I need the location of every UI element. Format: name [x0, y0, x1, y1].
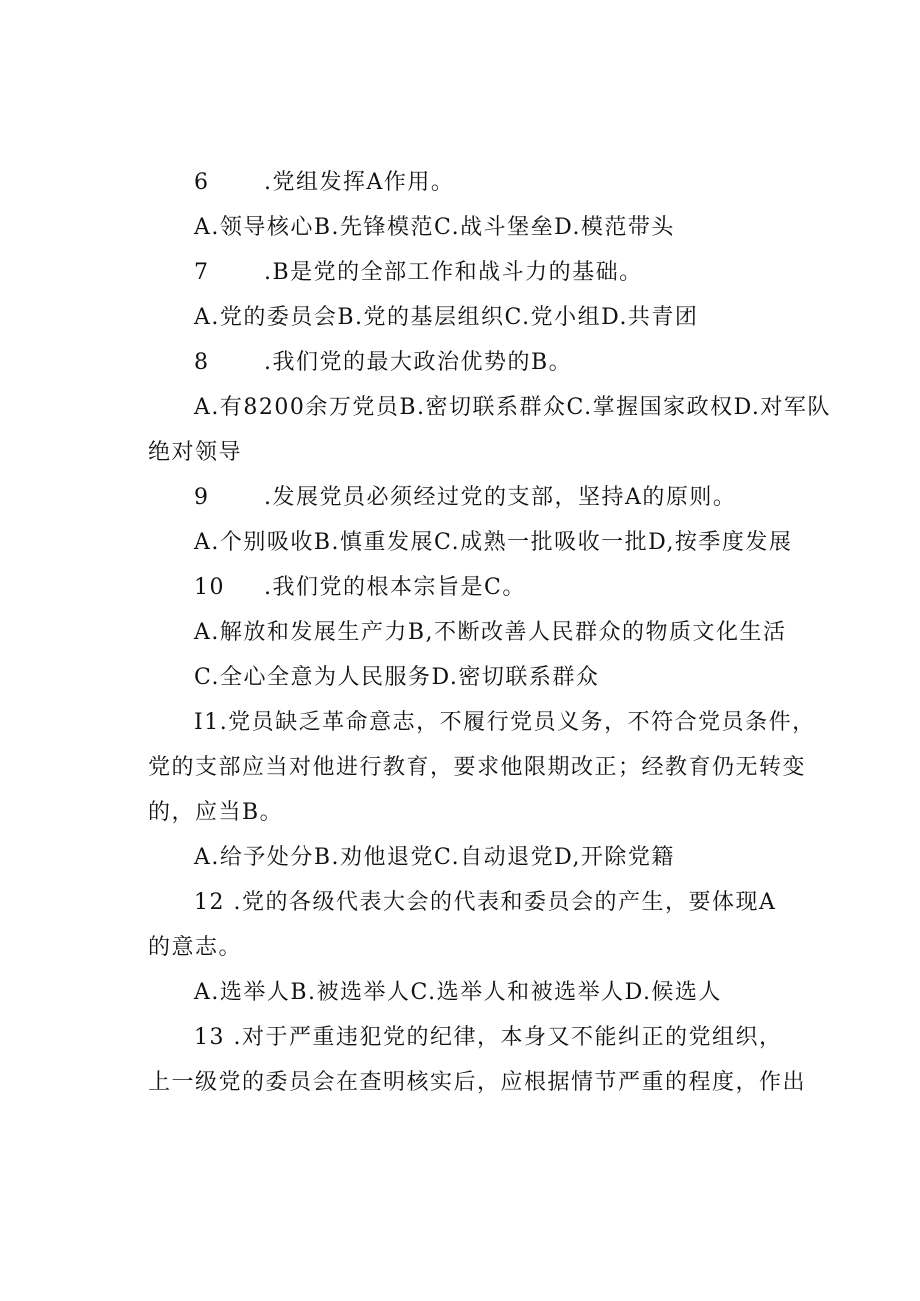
question-number: 10: [194, 575, 225, 600]
question-12-options: A.选举人B.被选举人C.选举人和被选举人D.候选人: [194, 980, 722, 1005]
question-12-line2: 的意志。: [148, 935, 243, 960]
question-text: .B是党的全部工作和战斗力的基础。: [264, 260, 643, 285]
question-8: [194, 348, 572, 378]
question-12-line1: 12 .党的各级代表大会的代表和委员会的产生，要体现A: [194, 890, 777, 915]
question-number: 6: [194, 170, 210, 195]
question-9: [194, 483, 736, 513]
question-6-options: A.领导核心B.先锋模范C.战斗堡垒D.模范带头: [194, 215, 675, 240]
question-11-options: A.给予处分B.劝他退党C.自动退党D,开除党籍: [194, 845, 675, 870]
question-11-line1: I1.党员缺乏革命意志，不履行党员义务，不符合党员条件，: [194, 710, 816, 735]
question-10: [194, 573, 526, 603]
question-text: .我们党的根本宗旨是C。: [264, 575, 526, 600]
question-10-options-line2: C.全心全意为人民服务D.密切联系群众: [194, 665, 600, 690]
question-text: .党组发挥A作用。: [264, 170, 455, 195]
question-11-line2: 党的支部应当对他进行教育，要求他限期改正；经教育仍无转变: [148, 755, 807, 780]
question-8-options-line2: 绝对领导: [148, 440, 243, 465]
question-number: 9: [194, 485, 210, 510]
question-7-options: A.党的委员会B.党的基层组织C.党小组D.共青团: [194, 305, 699, 330]
question-11-line3: 的，应当B。: [148, 800, 284, 825]
question-13-line1: 13 .对于严重违犯党的纪律，本身又不能纠正的党组织，: [194, 1025, 783, 1050]
question-6: [194, 168, 454, 198]
question-text: .我们党的最大政治优势的B。: [264, 350, 573, 375]
question-7: [194, 258, 643, 288]
question-number: 7: [194, 260, 210, 285]
question-10-options-line1: A.解放和发展生产力B,不断改善人民群众的物质文化生活: [194, 620, 787, 645]
question-8-options-line1: A.有8200余万党员B.密切联系群众C.掌握国家政权D.对军队: [194, 395, 831, 420]
question-9-options: A.个别吸收B.慎重发展C.成熟一批吸收一批D,按季度发展: [194, 530, 793, 555]
question-13-line2: 上一级党的委员会在查明核实后，应根据情节严重的程度，作出: [148, 1070, 807, 1095]
question-number: 8: [194, 350, 210, 375]
question-text: .发展党员必须经过党的支部，坚持A的原则。: [264, 485, 737, 510]
